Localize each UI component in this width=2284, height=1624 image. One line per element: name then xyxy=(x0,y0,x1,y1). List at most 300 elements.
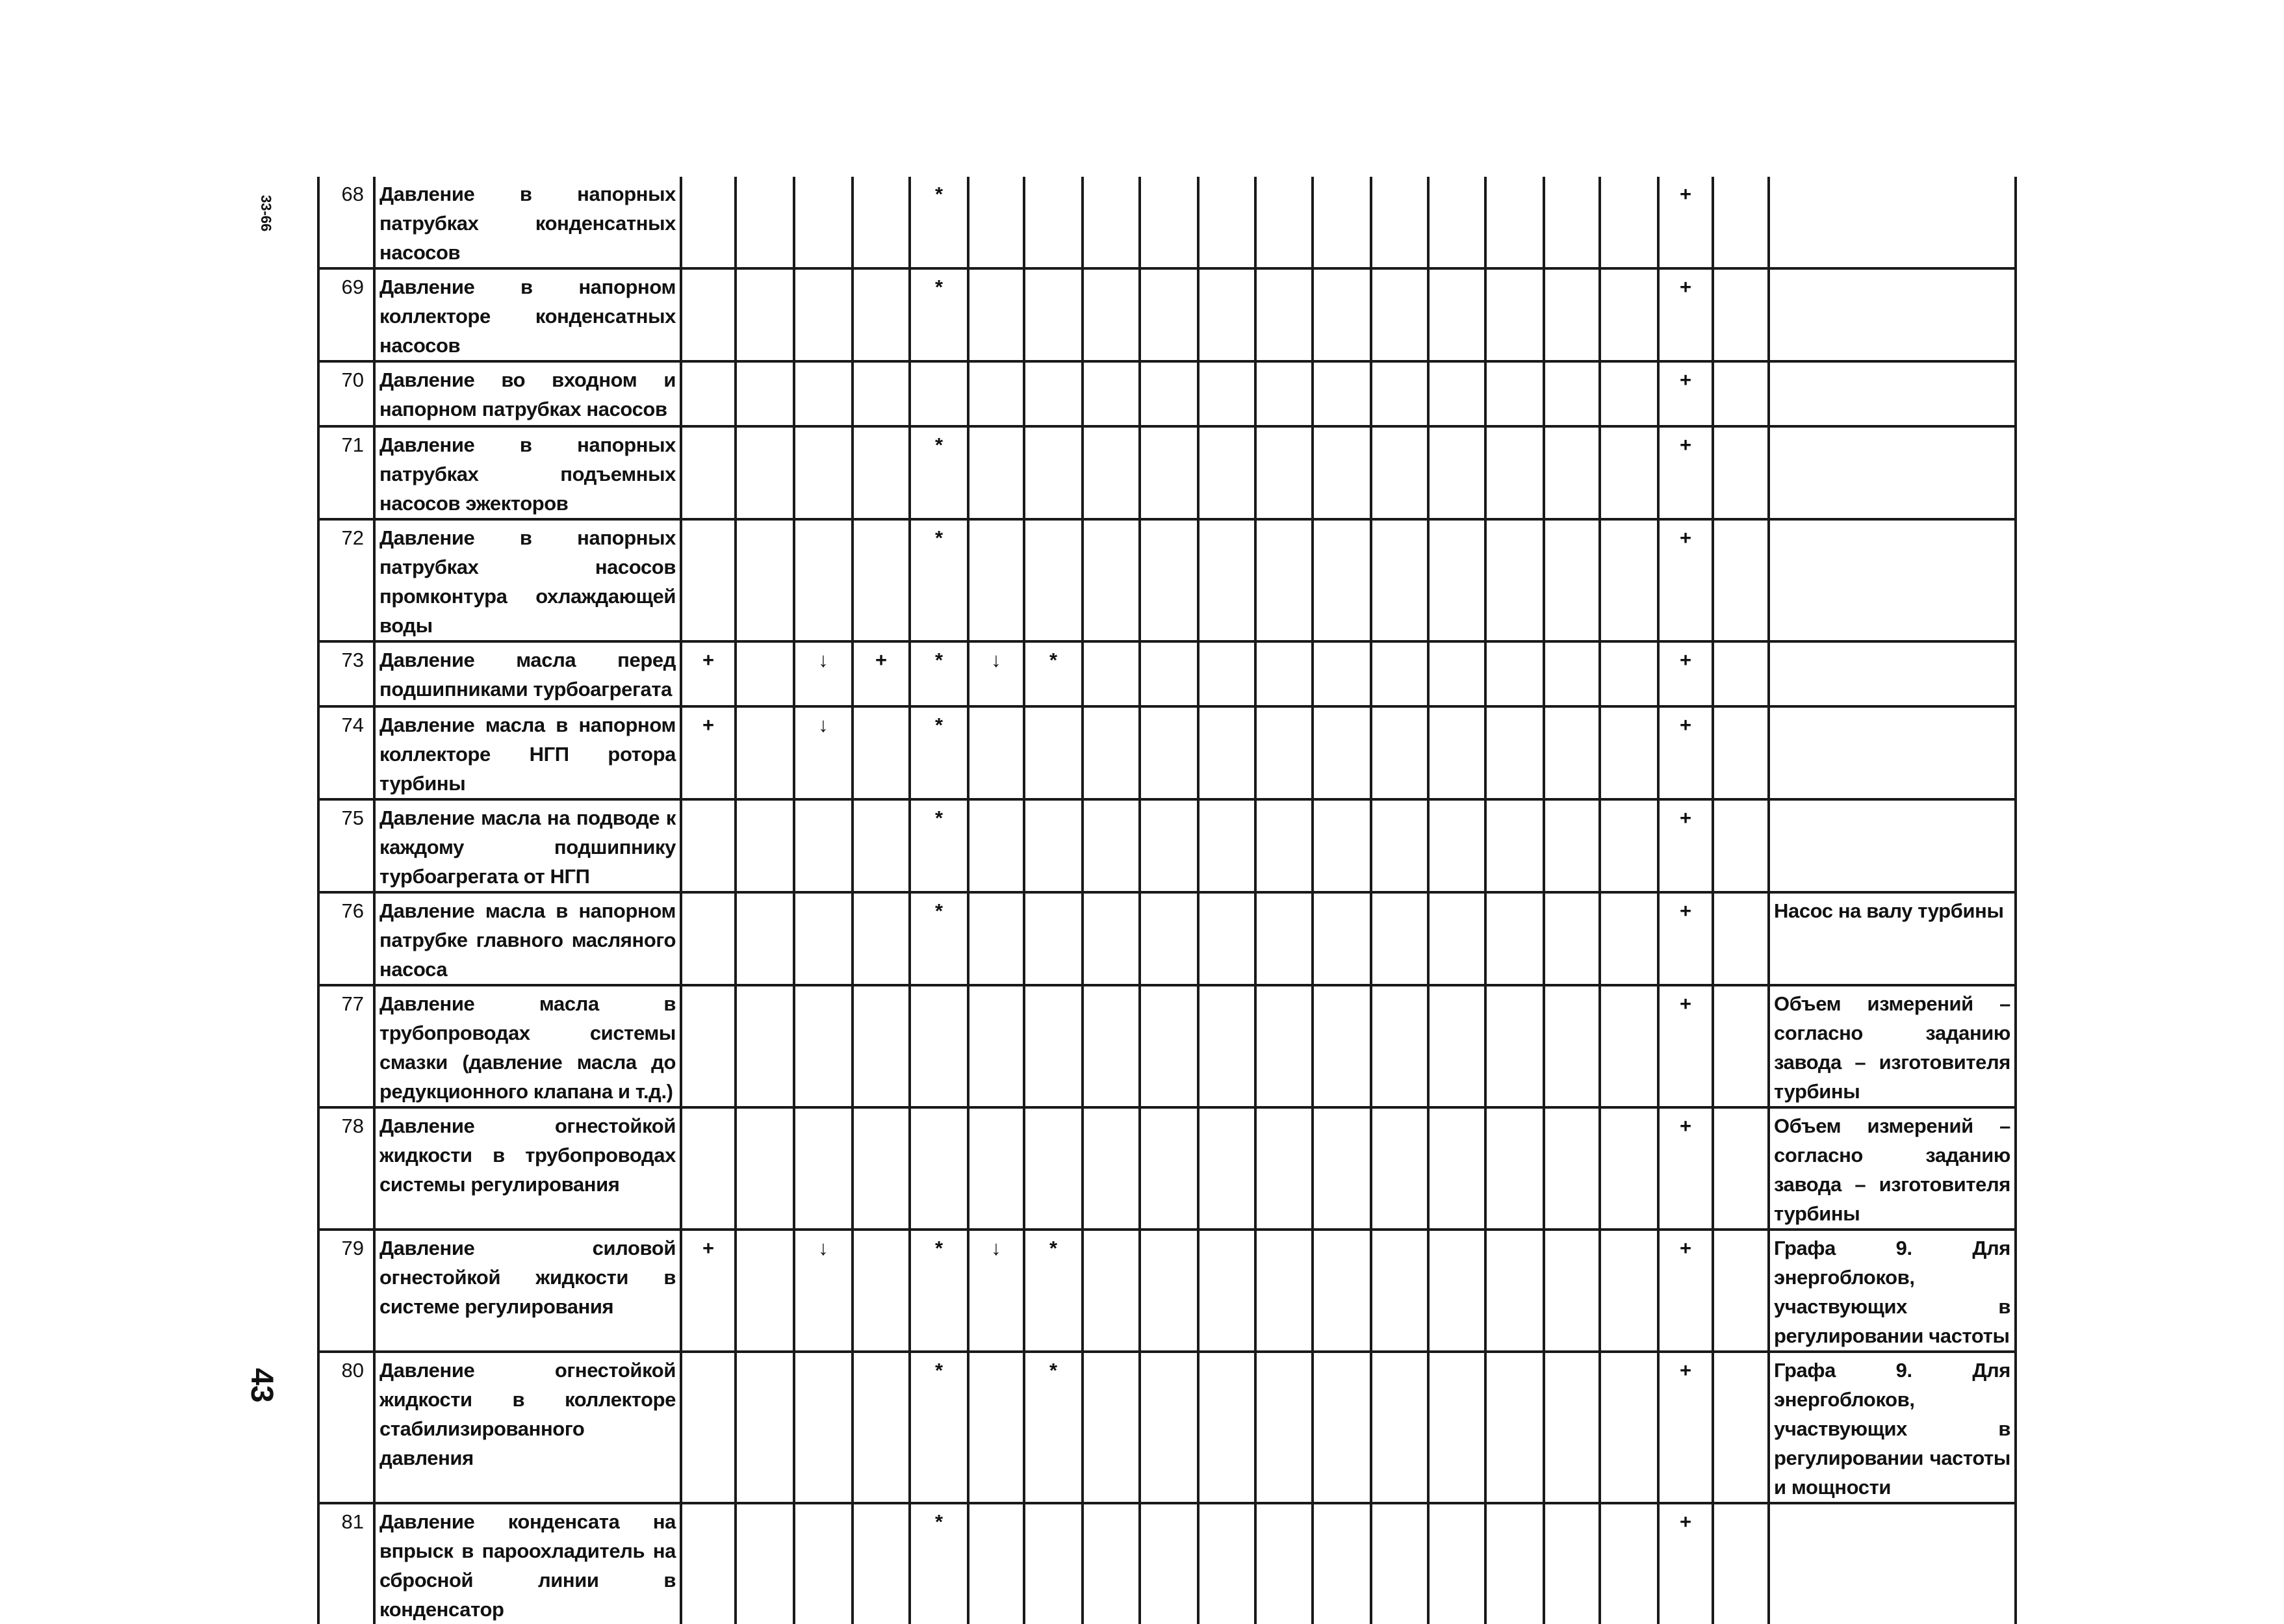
mark-cell xyxy=(1024,426,1083,519)
mark-cell: + xyxy=(1658,1503,1713,1624)
mark-cell xyxy=(1485,985,1544,1107)
mark-cell xyxy=(681,177,736,268)
mark-cell xyxy=(1255,641,1313,706)
mark-cell xyxy=(1600,799,1658,892)
note-cell: Насос на валу турбины xyxy=(1769,892,2016,985)
mark-cell xyxy=(968,799,1024,892)
mark-cell: + xyxy=(1658,177,1713,268)
mark-cell xyxy=(736,1352,794,1503)
mark-cell xyxy=(1544,361,1600,426)
mark-cell xyxy=(1083,177,1140,268)
mark-cell xyxy=(736,799,794,892)
mark-cell xyxy=(681,985,736,1107)
note-cell xyxy=(1769,799,2016,892)
table-row xyxy=(318,641,2016,706)
mark-cell xyxy=(794,519,853,641)
measurement-table xyxy=(317,177,2017,1624)
mark-cell xyxy=(853,1107,910,1230)
mark-cell xyxy=(1024,706,1083,799)
mark-cell xyxy=(968,177,1024,268)
row-number: 72 xyxy=(318,519,374,641)
parameter-name: Давление в напорных патрубках подъемных насосов эжекторов xyxy=(374,426,681,519)
mark-cell xyxy=(1255,1352,1313,1503)
mark-cell xyxy=(1600,268,1658,361)
mark-cell xyxy=(1371,1230,1428,1352)
mark-cell xyxy=(853,519,910,641)
mark-cell xyxy=(1485,426,1544,519)
parameter-name: Давление масла на подводе к каждому подшипнику турбоагрегата от НГП xyxy=(374,799,681,892)
mark-cell xyxy=(1428,985,1485,1107)
mark-cell xyxy=(1485,799,1544,892)
parameter-name: Давление огнестойкой жидкости в трубопроводах системы регулирования xyxy=(374,1107,681,1230)
mark-cell xyxy=(1713,985,1769,1107)
mark-cell xyxy=(1083,268,1140,361)
mark-cell xyxy=(681,1352,736,1503)
mark-cell xyxy=(1083,641,1140,706)
mark-cell: + xyxy=(681,706,736,799)
mark-cell xyxy=(1313,519,1371,641)
mark-cell xyxy=(1255,892,1313,985)
mark-cell: * xyxy=(1024,641,1083,706)
mark-cell xyxy=(853,706,910,799)
row-number: 80 xyxy=(318,1352,374,1503)
mark-cell xyxy=(736,268,794,361)
mark-cell xyxy=(1544,1503,1600,1624)
mark-cell xyxy=(1485,641,1544,706)
mark-cell xyxy=(968,519,1024,641)
mark-cell: + xyxy=(681,641,736,706)
mark-cell xyxy=(1255,519,1313,641)
mark-cell xyxy=(1313,1107,1371,1230)
mark-cell xyxy=(853,177,910,268)
mark-cell xyxy=(1428,706,1485,799)
mark-cell xyxy=(736,641,794,706)
mark-cell xyxy=(1600,641,1658,706)
mark-cell xyxy=(1428,361,1485,426)
mark-cell: + xyxy=(1658,1352,1713,1503)
mark-cell xyxy=(1083,892,1140,985)
parameter-name: Давление масла перед подшипниками турбоагрегата xyxy=(374,641,681,706)
mark-cell xyxy=(853,361,910,426)
mark-cell xyxy=(1544,1107,1600,1230)
mark-cell xyxy=(1485,1503,1544,1624)
mark-cell xyxy=(681,1107,736,1230)
row-number: 79 xyxy=(318,1230,374,1352)
mark-cell xyxy=(1600,1230,1658,1352)
mark-cell xyxy=(1313,985,1371,1107)
mark-cell xyxy=(1024,361,1083,426)
mark-cell xyxy=(1371,426,1428,519)
mark-cell xyxy=(910,985,968,1107)
mark-cell xyxy=(1140,177,1198,268)
mark-cell xyxy=(736,706,794,799)
row-number: 70 xyxy=(318,361,374,426)
mark-cell xyxy=(1485,1230,1544,1352)
mark-cell xyxy=(1485,1352,1544,1503)
mark-cell xyxy=(1255,706,1313,799)
mark-cell xyxy=(1024,268,1083,361)
mark-cell xyxy=(1428,1503,1485,1624)
mark-cell xyxy=(1544,706,1600,799)
mark-cell: * xyxy=(910,177,968,268)
table-row xyxy=(318,892,2016,985)
mark-cell xyxy=(1255,426,1313,519)
mark-cell xyxy=(1371,1503,1428,1624)
mark-cell: + xyxy=(1658,1230,1713,1352)
mark-cell xyxy=(1600,1503,1658,1624)
mark-cell xyxy=(1371,361,1428,426)
mark-cell xyxy=(1544,268,1600,361)
mark-cell xyxy=(853,1503,910,1624)
mark-cell xyxy=(1428,892,1485,985)
mark-cell xyxy=(1600,361,1658,426)
mark-cell xyxy=(736,519,794,641)
mark-cell: * xyxy=(910,426,968,519)
row-number: 69 xyxy=(318,268,374,361)
note-cell xyxy=(1769,426,2016,519)
mark-cell xyxy=(1428,177,1485,268)
mark-cell xyxy=(1600,426,1658,519)
mark-cell xyxy=(1713,706,1769,799)
mark-cell xyxy=(1713,641,1769,706)
mark-cell xyxy=(1428,799,1485,892)
mark-cell xyxy=(794,1352,853,1503)
mark-cell xyxy=(1313,892,1371,985)
mark-cell xyxy=(1428,268,1485,361)
mark-cell xyxy=(968,892,1024,985)
mark-cell xyxy=(1140,1503,1198,1624)
mark-cell xyxy=(968,1107,1024,1230)
mark-cell xyxy=(1198,706,1255,799)
mark-cell xyxy=(1083,985,1140,1107)
mark-cell: + xyxy=(1658,519,1713,641)
mark-cell xyxy=(1083,1503,1140,1624)
mark-cell xyxy=(1198,268,1255,361)
mark-cell xyxy=(1140,268,1198,361)
mark-cell xyxy=(1428,1352,1485,1503)
mark-cell xyxy=(794,1503,853,1624)
mark-cell xyxy=(1371,519,1428,641)
mark-cell xyxy=(968,1503,1024,1624)
mark-cell xyxy=(681,426,736,519)
row-number: 77 xyxy=(318,985,374,1107)
mark-cell xyxy=(1313,799,1371,892)
mark-cell xyxy=(1713,519,1769,641)
table-row xyxy=(318,177,2016,268)
mark-cell xyxy=(1544,426,1600,519)
parameter-name: Давление в напорных патрубках насосов промконтура охлаждающей воды xyxy=(374,519,681,641)
mark-cell xyxy=(1713,1107,1769,1230)
mark-cell xyxy=(1544,985,1600,1107)
mark-cell xyxy=(1371,799,1428,892)
mark-cell xyxy=(794,799,853,892)
mark-cell xyxy=(1371,268,1428,361)
mark-cell xyxy=(1255,361,1313,426)
mark-cell xyxy=(1198,361,1255,426)
table-row xyxy=(318,519,2016,641)
mark-cell xyxy=(1255,177,1313,268)
note-cell xyxy=(1769,361,2016,426)
mark-cell xyxy=(910,361,968,426)
mark-cell xyxy=(1198,1230,1255,1352)
parameter-name: Давление огнестойкой жидкости в коллекторе стабилизированного давления xyxy=(374,1352,681,1503)
mark-cell: * xyxy=(1024,1352,1083,1503)
parameter-name: Давление масла в напорном патрубке главного масляного насоса xyxy=(374,892,681,985)
mark-cell xyxy=(794,985,853,1107)
mark-cell xyxy=(853,1230,910,1352)
mark-cell xyxy=(1313,177,1371,268)
mark-cell: + xyxy=(1658,985,1713,1107)
mark-cell xyxy=(1198,799,1255,892)
mark-cell xyxy=(1600,985,1658,1107)
page-number: 43 xyxy=(244,1368,279,1403)
mark-cell xyxy=(736,1107,794,1230)
mark-cell xyxy=(1713,1230,1769,1352)
mark-cell xyxy=(681,799,736,892)
mark-cell xyxy=(1544,1230,1600,1352)
table-row xyxy=(318,268,2016,361)
mark-cell xyxy=(1485,268,1544,361)
row-number: 74 xyxy=(318,706,374,799)
mark-cell xyxy=(1713,426,1769,519)
mark-cell: + xyxy=(1658,426,1713,519)
mark-cell: * xyxy=(910,892,968,985)
mark-cell: + xyxy=(1658,706,1713,799)
table-row xyxy=(318,706,2016,799)
mark-cell xyxy=(1083,426,1140,519)
row-number: 71 xyxy=(318,426,374,519)
mark-cell xyxy=(1024,799,1083,892)
parameter-name: Давление силовой огнестойкой жидкости в системе регулирования xyxy=(374,1230,681,1352)
note-cell: Графа 9. Для энергоблоков, участвующих в регулировании частоты и мощности xyxy=(1769,1352,2016,1503)
mark-cell xyxy=(681,519,736,641)
mark-cell xyxy=(1485,706,1544,799)
mark-cell: ↓ xyxy=(794,641,853,706)
mark-cell: + xyxy=(853,641,910,706)
mark-cell xyxy=(736,426,794,519)
mark-cell xyxy=(1428,519,1485,641)
mark-cell xyxy=(1024,892,1083,985)
mark-cell xyxy=(1600,706,1658,799)
mark-cell xyxy=(1024,1107,1083,1230)
mark-cell xyxy=(853,268,910,361)
mark-cell xyxy=(1713,1503,1769,1624)
row-number: 68 xyxy=(318,177,374,268)
document-code: 33-66 xyxy=(258,195,274,232)
mark-cell xyxy=(794,177,853,268)
mark-cell xyxy=(1313,1352,1371,1503)
mark-cell xyxy=(794,426,853,519)
mark-cell xyxy=(968,706,1024,799)
note-cell: Графа 9. Для энергоблоков, участвующих в регулировании частоты xyxy=(1769,1230,2016,1352)
mark-cell: ↓ xyxy=(968,1230,1024,1352)
mark-cell xyxy=(681,361,736,426)
mark-cell xyxy=(1198,892,1255,985)
mark-cell xyxy=(736,1230,794,1352)
parameter-name: Давление масла в напорном коллекторе НГП ротора турбины xyxy=(374,706,681,799)
mark-cell xyxy=(853,799,910,892)
mark-cell xyxy=(968,1352,1024,1503)
mark-cell xyxy=(1600,892,1658,985)
mark-cell xyxy=(1544,641,1600,706)
mark-cell xyxy=(1140,985,1198,1107)
parameter-name: Давление в напорном коллекторе конденсатных насосов xyxy=(374,268,681,361)
mark-cell xyxy=(1255,268,1313,361)
mark-cell: * xyxy=(910,799,968,892)
mark-cell: + xyxy=(1658,892,1713,985)
mark-cell xyxy=(1600,177,1658,268)
mark-cell xyxy=(1485,1107,1544,1230)
table-row xyxy=(318,1503,2016,1624)
mark-cell xyxy=(1255,1230,1313,1352)
mark-cell: ↓ xyxy=(968,641,1024,706)
mark-cell xyxy=(681,892,736,985)
mark-cell xyxy=(1371,641,1428,706)
mark-cell xyxy=(1255,1503,1313,1624)
mark-cell xyxy=(1544,892,1600,985)
mark-cell xyxy=(1600,1107,1658,1230)
mark-cell xyxy=(853,1352,910,1503)
mark-cell xyxy=(968,985,1024,1107)
mark-cell xyxy=(1313,268,1371,361)
mark-cell: ↓ xyxy=(794,1230,853,1352)
mark-cell xyxy=(853,985,910,1107)
mark-cell xyxy=(1140,519,1198,641)
mark-cell: + xyxy=(1658,361,1713,426)
mark-cell: * xyxy=(910,1503,968,1624)
mark-cell xyxy=(1485,177,1544,268)
note-cell xyxy=(1769,177,2016,268)
mark-cell: * xyxy=(910,1352,968,1503)
mark-cell xyxy=(1140,641,1198,706)
mark-cell xyxy=(1198,1503,1255,1624)
mark-cell xyxy=(736,177,794,268)
mark-cell: * xyxy=(1024,1230,1083,1352)
mark-cell xyxy=(736,892,794,985)
note-cell xyxy=(1769,268,2016,361)
mark-cell xyxy=(736,1503,794,1624)
note-cell xyxy=(1769,519,2016,641)
mark-cell xyxy=(1140,892,1198,985)
mark-cell xyxy=(1428,426,1485,519)
mark-cell xyxy=(1198,426,1255,519)
mark-cell xyxy=(1255,1107,1313,1230)
row-number: 73 xyxy=(318,641,374,706)
note-cell: Объем измерений – согласно заданию завода – изготовителя турбины xyxy=(1769,1107,2016,1230)
parameter-name: Давление во входном и напорном патрубках насосов xyxy=(374,361,681,426)
mark-cell xyxy=(1313,1230,1371,1352)
note-cell: Объем измерений – согласно заданию завода – изготовителя турбины xyxy=(1769,985,2016,1107)
note-cell xyxy=(1769,641,2016,706)
mark-cell: + xyxy=(1658,1107,1713,1230)
table-row xyxy=(318,1352,2016,1503)
mark-cell xyxy=(1083,1230,1140,1352)
mark-cell xyxy=(1544,177,1600,268)
mark-cell xyxy=(1083,799,1140,892)
mark-cell xyxy=(1313,706,1371,799)
row-number: 75 xyxy=(318,799,374,892)
mark-cell xyxy=(1083,1107,1140,1230)
table-row xyxy=(318,361,2016,426)
mark-cell xyxy=(968,426,1024,519)
mark-cell xyxy=(1600,1352,1658,1503)
mark-cell xyxy=(1255,799,1313,892)
mark-cell xyxy=(1083,1352,1140,1503)
mark-cell xyxy=(1083,519,1140,641)
mark-cell: + xyxy=(1658,268,1713,361)
mark-cell xyxy=(794,361,853,426)
parameter-name: Давление в напорных патрубках конденсатных насосов xyxy=(374,177,681,268)
mark-cell xyxy=(1198,985,1255,1107)
mark-cell xyxy=(1198,1107,1255,1230)
mark-cell xyxy=(1600,519,1658,641)
mark-cell xyxy=(1713,177,1769,268)
mark-cell xyxy=(1140,1230,1198,1352)
mark-cell xyxy=(1485,519,1544,641)
mark-cell xyxy=(1313,426,1371,519)
mark-cell xyxy=(794,268,853,361)
mark-cell xyxy=(1083,361,1140,426)
mark-cell: * xyxy=(910,268,968,361)
mark-cell xyxy=(1198,177,1255,268)
mark-cell xyxy=(1255,985,1313,1107)
mark-cell xyxy=(1024,177,1083,268)
mark-cell xyxy=(1485,361,1544,426)
table-row xyxy=(318,1230,2016,1352)
mark-cell: * xyxy=(910,641,968,706)
mark-cell xyxy=(681,1503,736,1624)
mark-cell xyxy=(1198,519,1255,641)
mark-cell: ↓ xyxy=(794,706,853,799)
mark-cell xyxy=(1198,1352,1255,1503)
mark-cell xyxy=(853,892,910,985)
mark-cell xyxy=(1713,268,1769,361)
mark-cell xyxy=(968,268,1024,361)
mark-cell xyxy=(1713,361,1769,426)
note-cell xyxy=(1769,1503,2016,1624)
mark-cell xyxy=(1428,1107,1485,1230)
mark-cell xyxy=(1140,426,1198,519)
mark-cell xyxy=(1024,1503,1083,1624)
mark-cell: + xyxy=(1658,641,1713,706)
mark-cell: + xyxy=(1658,799,1713,892)
mark-cell xyxy=(1198,641,1255,706)
mark-cell xyxy=(1371,177,1428,268)
mark-cell xyxy=(1713,799,1769,892)
mark-cell xyxy=(1140,1352,1198,1503)
mark-cell xyxy=(1140,799,1198,892)
mark-cell xyxy=(736,361,794,426)
mark-cell xyxy=(1313,641,1371,706)
table-row xyxy=(318,1107,2016,1230)
mark-cell xyxy=(1485,892,1544,985)
mark-cell xyxy=(1140,1107,1198,1230)
mark-cell: * xyxy=(910,1230,968,1352)
row-number: 78 xyxy=(318,1107,374,1230)
row-number: 76 xyxy=(318,892,374,985)
mark-cell xyxy=(1371,985,1428,1107)
mark-cell xyxy=(1428,641,1485,706)
mark-cell xyxy=(1313,1503,1371,1624)
mark-cell xyxy=(1544,519,1600,641)
mark-cell xyxy=(1024,985,1083,1107)
mark-cell xyxy=(968,361,1024,426)
mark-cell xyxy=(1428,1230,1485,1352)
mark-cell xyxy=(1371,1352,1428,1503)
mark-cell xyxy=(1313,361,1371,426)
mark-cell: * xyxy=(910,706,968,799)
mark-cell: * xyxy=(910,519,968,641)
